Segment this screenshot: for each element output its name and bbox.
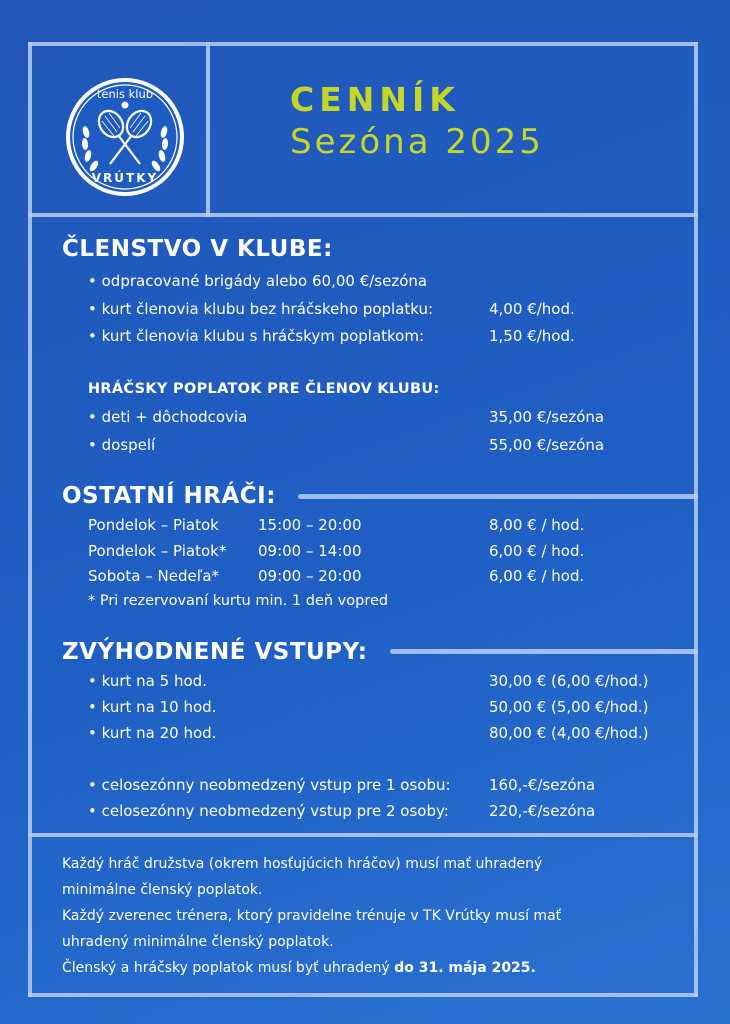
footer-deadline-date: do 31. mája 2025.: [394, 960, 536, 976]
logo-text-bottom: VRÚTKY: [91, 171, 159, 185]
section-line-others: [298, 494, 698, 499]
discount-price: 30,00 € (6,00 €/hod.): [489, 672, 649, 690]
membership-item-label: • kurt členovia klubu s hráčskym poplatkom:: [88, 327, 425, 345]
footer-text: Každý hráč družstva (okrem hosťujúcich hráčov) musí mať uhradený: [62, 856, 543, 872]
player-fee-price: 35,00 €/sezóna: [489, 408, 605, 426]
season-pass-label: • celosezónny neobmedzený vstup pre 1 osobu:: [88, 776, 451, 794]
season-subtitle: Sezóna 2025: [290, 122, 544, 162]
court-line-top: [28, 42, 698, 46]
footer-deadline: [62, 961, 536, 975]
player-fee-label: • dospelí: [88, 436, 156, 454]
discount-price: 50,00 € (5,00 €/hod.): [489, 698, 649, 716]
player-fee-label: • deti + dôchodcovia: [88, 408, 248, 426]
player-fee-price: 55,00 €/sezóna: [489, 436, 605, 454]
court-line-header-divider: [206, 42, 210, 217]
footer-text: Každý zverenec trénera, ktorý pravidelne trénuje v TK Vrútky musí mať: [62, 908, 562, 924]
schedule-days: Pondelok – Piatok*: [88, 542, 227, 560]
schedule-time: 09:00 – 14:00: [258, 542, 362, 560]
membership-item-label: • kurt členovia klubu bez hráčskeho poplatku:: [88, 300, 434, 318]
discount-label: • kurt na 5 hod.: [88, 672, 207, 690]
discounts-heading: ZVÝHODNENÉ VSTUPY:: [62, 639, 368, 665]
season-pass-price: 220,-€/sezóna: [489, 802, 596, 820]
court-line-right: [694, 42, 698, 997]
season-pass-price: 160,-€/sezóna: [489, 776, 596, 794]
schedule-days: Pondelok – Piatok: [88, 516, 219, 534]
schedule-days: Sobota – Nedeľa*: [88, 567, 220, 585]
schedule-price: 8,00 € / hod.: [489, 516, 585, 534]
court-line-footer-top: [28, 833, 698, 837]
membership-intro: • odpracované brigády alebo 60,00 €/sezóna: [88, 272, 428, 290]
others-heading: OSTATNÍ HRÁČI:: [62, 483, 276, 509]
schedule-price: 6,00 € / hod.: [489, 542, 585, 560]
logo-text-top: tenis klub: [96, 87, 154, 101]
discount-label: • kurt na 20 hod.: [88, 724, 217, 742]
membership-item-price: 1,50 €/hod.: [489, 327, 575, 345]
club-logo: [64, 76, 186, 198]
membership-item-price: 4,00 €/hod.: [489, 300, 575, 318]
footer-deadline-text: Členský a hráčsky poplatok musí byť uhradený: [62, 960, 395, 976]
player-fee-heading: HRÁČSKY POPLATOK PRE ČLENOV KLUBU:: [88, 381, 440, 397]
footer-text: uhradený minimálne členský poplatok.: [62, 934, 334, 950]
footer-text: minimálne členský poplatok.: [62, 882, 263, 898]
court-line-bottom: [28, 993, 698, 997]
section-line-discounts: [390, 649, 698, 654]
court-line-header-bottom: [28, 213, 698, 217]
schedule-price: 6,00 € / hod.: [489, 567, 585, 585]
reservation-note: * Pri rezervovaní kurtu min. 1 deň vopred: [88, 593, 389, 609]
discount-label: • kurt na 10 hod.: [88, 698, 217, 716]
court-line-left: [28, 42, 32, 997]
membership-heading: ČLENSTVO V KLUBE:: [62, 236, 333, 262]
discount-price: 80,00 € (4,00 €/hod.): [489, 724, 649, 742]
page-title: CENNÍK: [290, 80, 460, 119]
schedule-time: 09:00 – 20:00: [258, 567, 362, 585]
season-pass-label: • celosezónny neobmedzený vstup pre 2 osoby:: [88, 802, 449, 820]
schedule-time: 15:00 – 20:00: [258, 516, 362, 534]
